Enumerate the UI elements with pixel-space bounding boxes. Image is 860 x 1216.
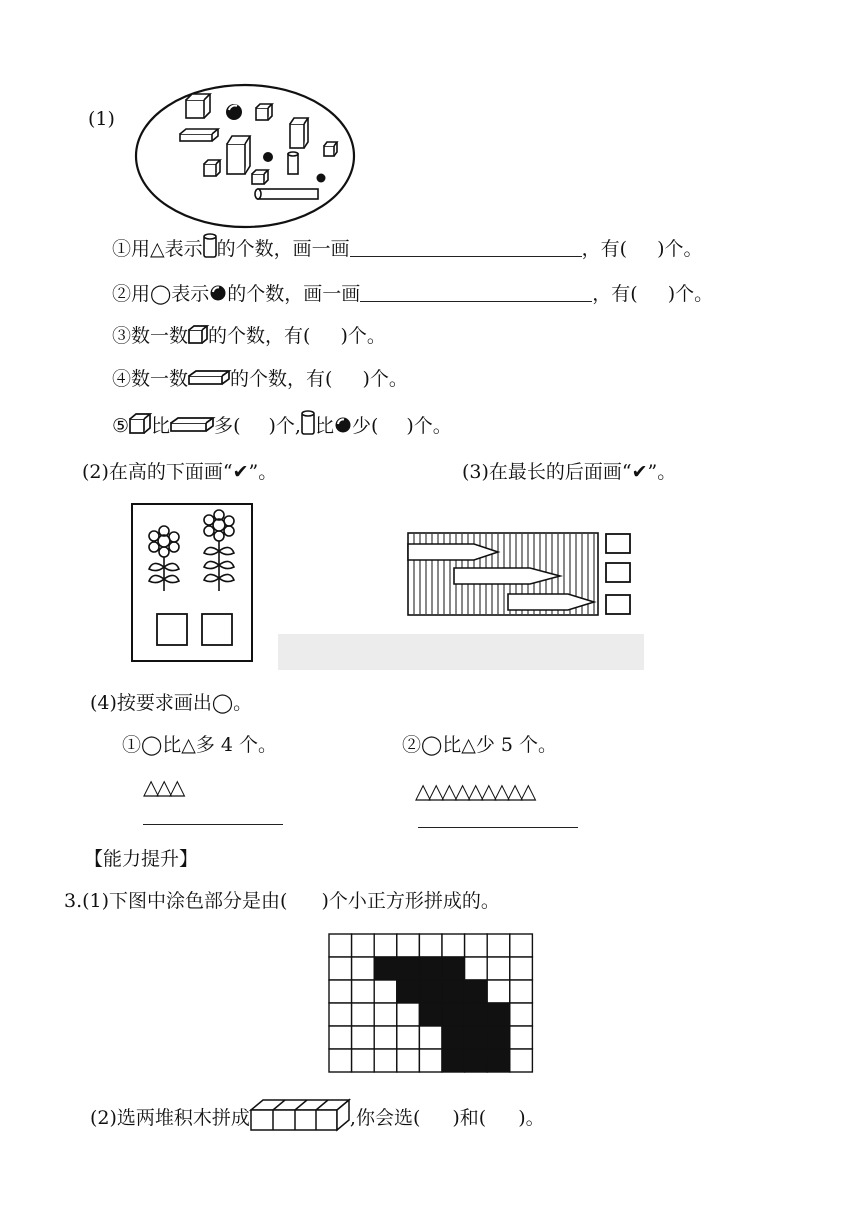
grid-cell xyxy=(487,980,510,1003)
q1-text-c: ，有( xyxy=(581,238,628,260)
q2-number: ② xyxy=(112,283,132,305)
part4-q2-text: ②◯比△少 5 个。 xyxy=(402,734,558,756)
grid-cell xyxy=(397,1003,420,1026)
grid-cell-shaded xyxy=(442,1049,465,1072)
flowers-figure xyxy=(131,503,253,663)
answer-box-1 xyxy=(606,534,630,553)
grid-cell-shaded xyxy=(442,1026,465,1049)
grid-cell xyxy=(352,957,375,980)
cuboid-icon xyxy=(170,417,214,433)
q5-text-f: )个。 xyxy=(406,415,452,437)
grid-cell-shaded xyxy=(419,1003,442,1026)
grid-cell xyxy=(329,1026,352,1049)
grid-cell-shaded xyxy=(465,1049,488,1072)
grid-cell xyxy=(510,1026,533,1049)
question-1-3 xyxy=(112,323,386,349)
question-1-1 xyxy=(112,233,703,262)
q1-number: ① xyxy=(112,238,132,260)
grid-cell xyxy=(510,957,533,980)
grid-cell xyxy=(329,1049,352,1072)
grid-cell-shaded xyxy=(419,980,442,1003)
grid-cell-shaded xyxy=(465,1026,488,1049)
grid-cell xyxy=(487,934,510,957)
grid-cell xyxy=(329,957,352,980)
grid-cell-shaded xyxy=(487,1049,510,1072)
grid-cell xyxy=(419,934,442,957)
grid-cell xyxy=(352,1049,375,1072)
grid-cell xyxy=(419,1049,442,1072)
shaded-grid-figure xyxy=(328,933,534,1073)
grid-cell xyxy=(352,980,375,1003)
q3-number: ③ xyxy=(112,325,132,347)
grid-cell xyxy=(510,1049,533,1072)
grid-cell xyxy=(329,1003,352,1026)
q3-text-c: )个。 xyxy=(340,325,386,347)
grid-cell xyxy=(442,934,465,957)
grid-cell-shaded xyxy=(397,957,420,980)
grid-cell-shaded xyxy=(487,1026,510,1049)
part3-label: (3)在最长的后面画“✔”。 xyxy=(462,461,677,483)
cube-icon xyxy=(188,325,208,345)
q4-text-a: 数一数 xyxy=(131,368,189,390)
q3-2-text-d: )。 xyxy=(518,1107,545,1129)
grid-cell-shaded xyxy=(442,957,465,980)
grid-cell-shaded xyxy=(442,1003,465,1026)
q4-number: ④ xyxy=(112,368,132,390)
part1-label: (1) xyxy=(88,108,115,130)
part4-q1-draw-line[interactable] xyxy=(143,824,283,825)
pencil-bottom xyxy=(508,594,594,610)
shapes-oval-figure xyxy=(134,82,356,230)
cylinder-icon xyxy=(203,233,217,259)
answer-box-2 xyxy=(606,563,630,582)
q3-text-a: 数一数 xyxy=(131,325,189,347)
pencils-figure xyxy=(278,528,644,672)
cuboid-icon xyxy=(188,370,230,386)
grid-cell-shaded xyxy=(487,1003,510,1026)
q5-text-c: )个, xyxy=(268,415,301,437)
q2-text-c: ，有( xyxy=(592,283,638,305)
grid-cell-shaded xyxy=(419,957,442,980)
pencil-top xyxy=(408,544,498,560)
grid-cell xyxy=(510,1003,533,1026)
cylinder-icon xyxy=(301,410,315,436)
question-1-2 xyxy=(112,281,713,307)
grid-cell xyxy=(465,957,488,980)
pencil-middle xyxy=(454,568,560,584)
q5-text-d: 比 xyxy=(314,415,334,437)
grid-cell xyxy=(374,1049,397,1072)
grid-cell xyxy=(510,934,533,957)
grid-cell-shaded xyxy=(442,980,465,1003)
grid-cell xyxy=(487,957,510,980)
part4-label: (4)按要求画出◯。 xyxy=(90,692,253,714)
grid-cell xyxy=(352,934,375,957)
q4-text-b: 的个数，有( xyxy=(230,368,333,390)
grid-cell xyxy=(397,934,420,957)
grid-cell-shaded xyxy=(397,980,420,1003)
grid-cell-shaded xyxy=(465,980,488,1003)
q1-text-b: 的个数，画一画 xyxy=(216,238,350,260)
q5-text-a: 比 xyxy=(151,415,171,437)
q3-1-text-a: 3.(1)下图中涂色部分是由( xyxy=(64,890,288,912)
question-3-2 xyxy=(90,1098,545,1132)
grid-cell xyxy=(374,934,397,957)
grid-cell xyxy=(397,1026,420,1049)
question-3-1 xyxy=(64,888,500,914)
section-title: 【能力提升】 xyxy=(84,848,199,870)
sphere-icon xyxy=(334,416,352,434)
grid-cell xyxy=(419,1026,442,1049)
q3-2-text-a: (2)选两堆积木拼成 xyxy=(90,1107,250,1129)
q4-text-c: )个。 xyxy=(362,368,408,390)
grid-cell-shaded xyxy=(374,957,397,980)
question-1-4 xyxy=(112,366,408,392)
sphere-icon xyxy=(209,284,227,302)
part4-q1-text: ①◯比△多 4 个。 xyxy=(122,734,278,756)
q3-2-text-b: ,你会选( xyxy=(349,1107,421,1129)
grid-cell xyxy=(329,934,352,957)
grid-cell xyxy=(329,980,352,1003)
q2-text-b: 的个数，画一画 xyxy=(227,283,361,305)
grid-cell xyxy=(374,1003,397,1026)
q1-draw-line[interactable] xyxy=(350,238,582,257)
part4-q2-triangles: △△△△△△△△△ xyxy=(415,779,534,803)
q2-draw-line[interactable] xyxy=(360,283,592,302)
part4-q1-triangles: △△△ xyxy=(143,775,183,799)
grid-cell xyxy=(510,980,533,1003)
q5-text-e: 少( xyxy=(351,415,379,437)
grid-cell xyxy=(465,934,488,957)
grid-cell xyxy=(352,1003,375,1026)
q1-text-a: 用△表示 xyxy=(131,238,203,260)
answer-box-3 xyxy=(606,595,630,614)
q3-1-text-b: )个小正方形拼成的。 xyxy=(321,890,500,912)
grid-cell xyxy=(352,1026,375,1049)
q5-number: ⑤ xyxy=(112,415,130,437)
cube-icon xyxy=(129,413,151,435)
q5-text-b: 多( xyxy=(214,415,241,437)
block-row-icon xyxy=(250,1098,350,1132)
q3-2-text-c: )和( xyxy=(452,1107,487,1129)
q2-text-d: )个。 xyxy=(667,283,714,305)
q1-text-d: )个。 xyxy=(657,238,703,260)
question-1-5 xyxy=(112,410,452,439)
grid-cell xyxy=(374,1026,397,1049)
part4-q2-draw-line[interactable] xyxy=(418,827,578,828)
q3-text-b: 的个数，有( xyxy=(208,325,311,347)
q2-text-a: 用◯表示 xyxy=(131,283,210,305)
grid-cell-shaded xyxy=(465,1003,488,1026)
grid-cell xyxy=(397,1049,420,1072)
grid-cell xyxy=(374,980,397,1003)
part2-label: (2)在高的下面画“✔”。 xyxy=(82,461,278,483)
